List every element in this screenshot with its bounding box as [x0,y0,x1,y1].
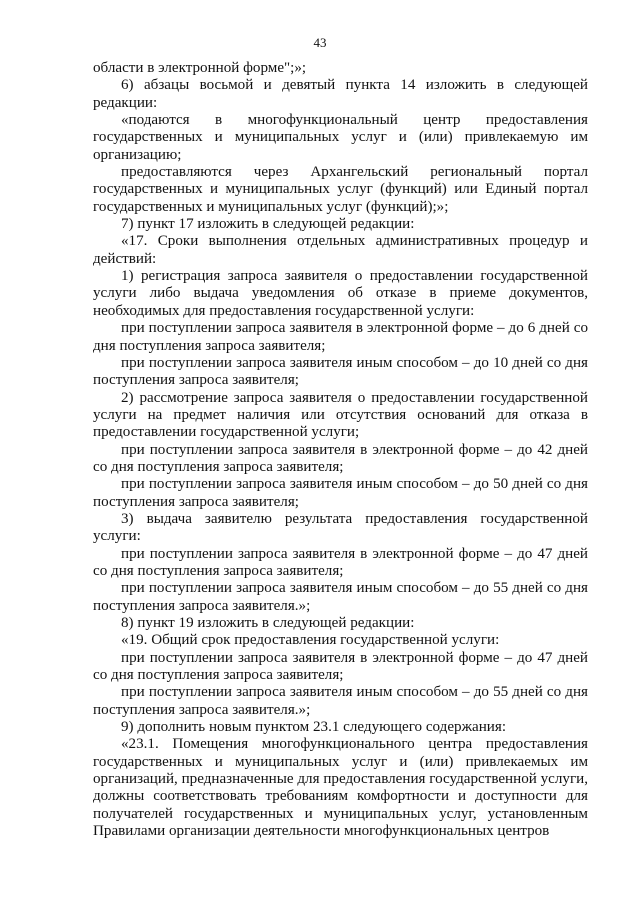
paragraph: при поступлении запроса заявителя иным способом – до 55 дней со дня поступления запроса заявителя.»; [93,684,588,718]
paragraph: при поступлении запроса заявителя в электронной форме – до 47 дней со дня поступления запроса заявителя; [93,545,588,579]
paragraph: при поступлении запроса заявителя иным способом – до 55 дней со дня поступления запроса заявителя.»; [93,580,588,614]
paragraph: «23.1. Помещения многофункционального центра предоставления государственных и муниципальных услуг и (или) привлекаемых им организаций, предназначенные для предоставления государственной услуги, должны соответствовать требованиям комфортности и доступности для получателей государственных и муниципальных услуг, установленным Правилами организации деятельности многофункциональных центров [93,736,588,840]
paragraph: при поступлении запроса заявителя в электронной форме – до 6 дней со дня поступления запроса заявителя; [93,320,588,354]
paragraph: 3) выдача заявителю результата предоставления государственной услуги: [93,510,588,545]
page-number: 43 [313,35,327,50]
paragraph: при поступлении запроса заявителя иным способом – до 10 дней со дня поступления запроса заявителя; [93,354,588,389]
paragraph: при поступлении запроса заявителя в электронной форме – до 47 дней со дня поступления запроса заявителя; [93,649,588,684]
document-body [93,60,588,840]
paragraph: при поступлении запроса заявителя в электронной форме – до 42 дней со дня поступления запроса заявителя; [93,441,588,475]
paragraph: 9) дополнить новым пунктом 23.1 следующего содержания: [121,719,507,736]
paragraph: при поступлении запроса заявителя иным способом – до 50 дней со дня поступления запроса заявителя; [93,476,588,510]
paragraph: 8) пункт 19 изложить в следующей редакции: [121,615,415,631]
paragraph: «19. Общий срок предоставления государственной услуги: [121,632,500,649]
paragraph: «17. Сроки выполнения отдельных административных процедур и действий: [93,233,588,267]
paragraph: 1) регистрация запроса заявителя о предоставлении государственной услуги либо выдача уведомления об отказе в приеме документов, необходимых для предоставления государственной услуги: [93,268,588,319]
paragraph: 7) пункт 17 изложить в следующей редакции: [121,216,415,233]
paragraph: предоставляются через Архангельский региональный портал государственных и муниципальных услуг (функций) или Единый портал государственных и муниципальных услуг (функций);»; [93,164,588,215]
paragraph: «подаются в многофункциональный центр предоставления государственных и муниципальных услуг и (или) привлекаемую им организацию; [93,112,588,163]
paragraph: 2) рассмотрение запроса заявителя о предоставлении государственной услуги на предмет наличия или отсутствия оснований для отказа в предоставлении государственной услуги; [93,389,588,441]
paragraph: 6) абзацы восьмой и девятый пункта 14 изложить в следующей редакции: [93,77,588,111]
paragraph: области в электронной форме";»; [93,60,307,76]
